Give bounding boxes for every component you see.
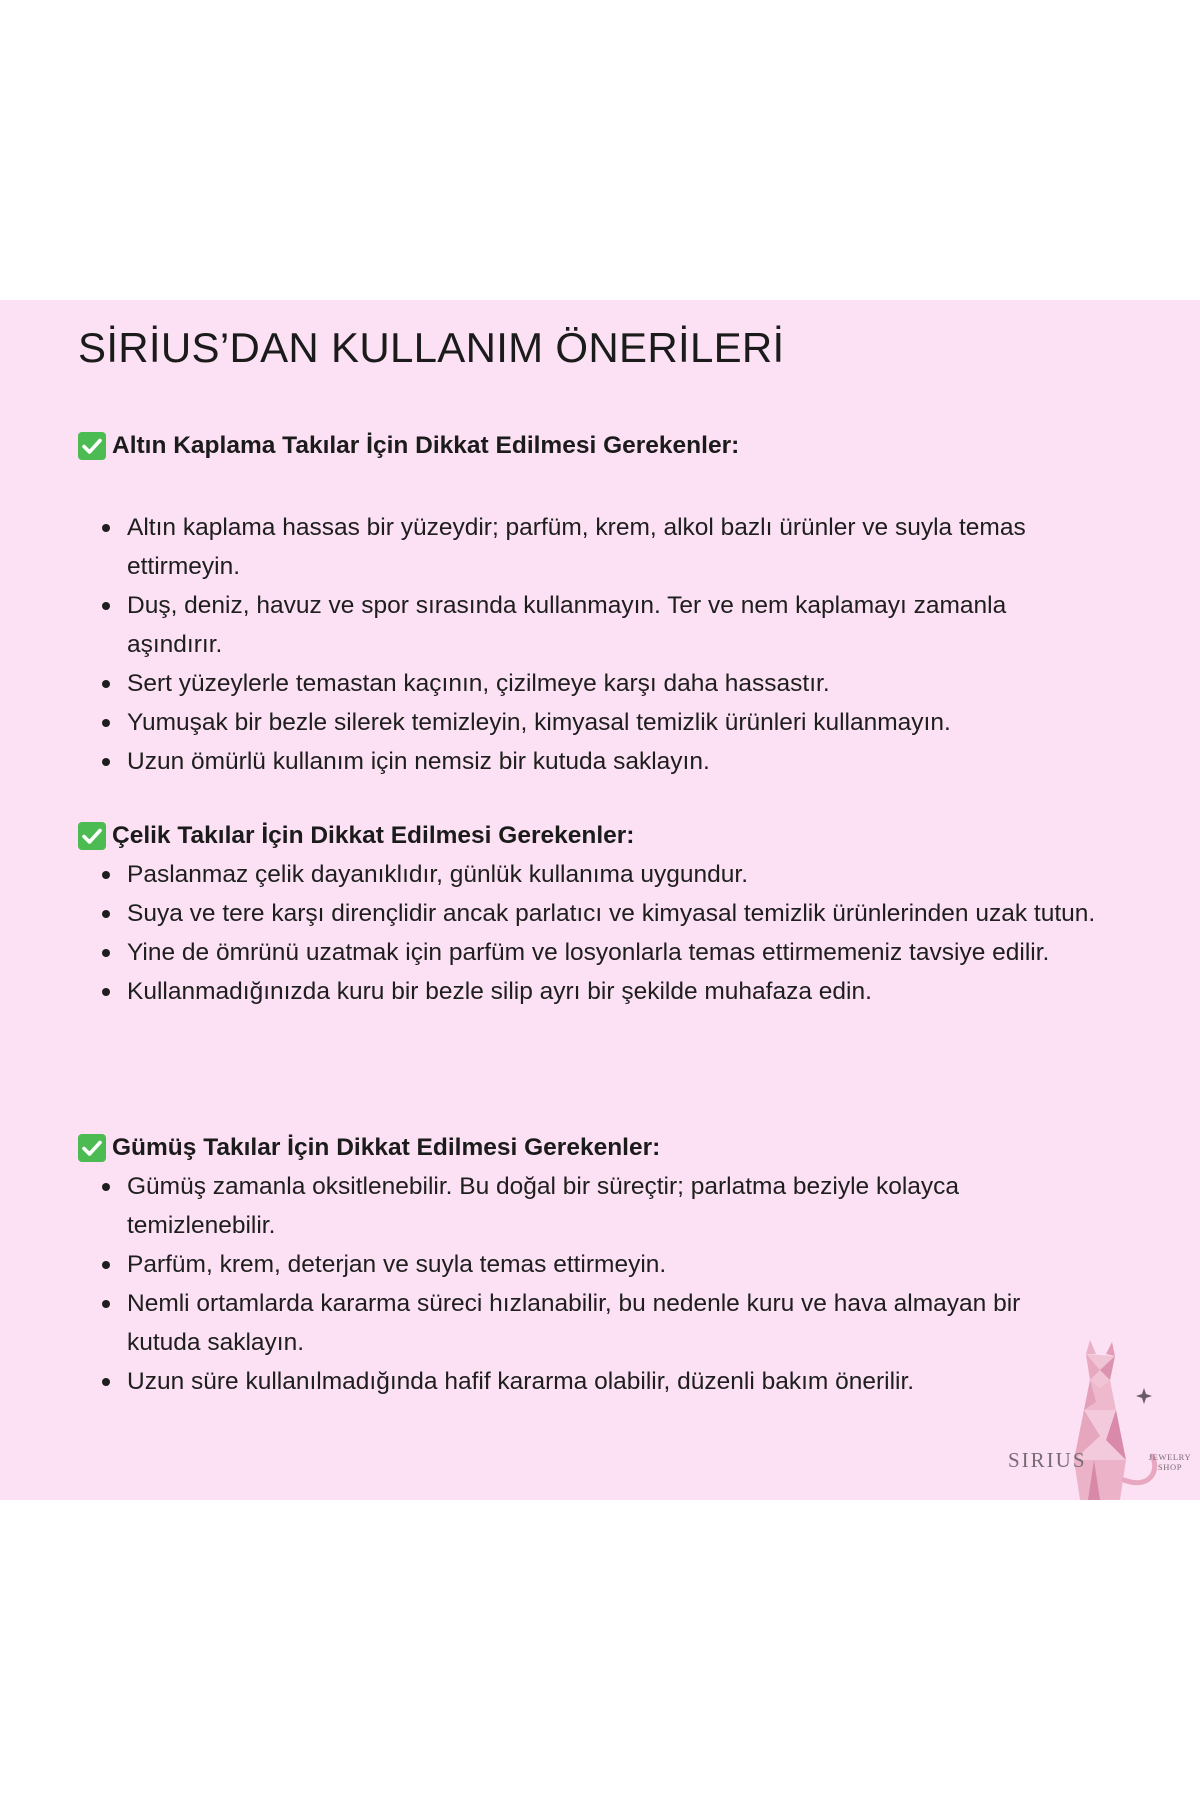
bullet-icon: [102, 758, 110, 766]
bullet-list: [78, 508, 1098, 781]
list-item: Duş, deniz, havuz ve spor sırasında kullanmayın. Ter ve nem kaplamayı zamanla aşındırır.: [78, 586, 1098, 664]
bullet-icon: [102, 871, 110, 879]
list-item: Uzun süre kullanılmadığında hafif kararma olabilir, düzenli bakım önerilir.: [78, 1362, 1098, 1401]
section-heading: [78, 818, 1098, 854]
bullet-icon: [102, 988, 110, 996]
section-gold-plated: [78, 428, 1098, 781]
list-item: Yumuşak bir bezle silerek temizleyin, kimyasal temizlik ürünleri kullanmayın.: [78, 703, 1098, 742]
page-title: SİRİUS’DAN KULLANIM ÖNERİLERİ: [78, 324, 785, 371]
section-heading-text: Çelik Takılar İçin Dikkat Edilmesi Gerekenler:: [112, 822, 635, 849]
list-item: Suya ve tere karşı dirençlidir ancak parlatıcı ve kimyasal temizlik ürünlerinden uzak tutun.: [78, 894, 1098, 933]
bullet-icon: [102, 1261, 110, 1269]
check-mark-icon: [78, 1134, 106, 1162]
bullet-list: [78, 1167, 1098, 1401]
logo-wordmark: SIRIUS: [1008, 1448, 1087, 1472]
list-item: Altın kaplama hassas bir yüzeydir; parfüm, krem, alkol bazlı ürünler ve suyla temas ettirmeyin.: [78, 508, 1098, 586]
list-item: Nemli ortamlarda kararma süreci hızlanabilir, bu nedenle kuru ve hava almayan bir kutuda saklayın.: [78, 1284, 1098, 1362]
section-heading-text: Altın Kaplama Takılar İçin Dikkat Edilmesi Gerekenler:: [112, 432, 740, 459]
tips-panel: [0, 300, 1200, 1500]
section-steel: [78, 818, 1098, 1011]
section-silver: [78, 1130, 1098, 1401]
list-item: Yine de ömrünü uzatmak için parfüm ve losyonlarla temas ettirmemeniz tavsiye edilir.: [78, 933, 1098, 972]
section-heading: [78, 1130, 1098, 1166]
list-item: Parfüm, krem, deterjan ve suyla temas ettirmeyin.: [78, 1245, 1098, 1284]
section-heading-text: Gümüş Takılar İçin Dikkat Edilmesi Gerekenler:: [112, 1134, 661, 1161]
bullet-icon: [102, 1183, 110, 1191]
logo-subtitle: JEWELRY SHOP: [1148, 1452, 1192, 1472]
bullet-icon: [102, 1300, 110, 1308]
section-heading: [78, 428, 1098, 464]
check-mark-icon: [78, 822, 106, 850]
bullet-icon: [102, 719, 110, 727]
bullet-icon: [102, 1378, 110, 1386]
list-item: Uzun ömürlü kullanım için nemsiz bir kutuda saklayın.: [78, 742, 1098, 781]
list-item: Gümüş zamanla oksitlenebilir. Bu doğal bir süreçtir; parlatma beziyle kolayca temizlenebilir.: [78, 1167, 1098, 1245]
list-item: Paslanmaz çelik dayanıklıdır, günlük kullanıma uygundur.: [78, 855, 1098, 894]
bullet-icon: [102, 949, 110, 957]
bullet-icon: [102, 680, 110, 688]
bullet-icon: [102, 602, 110, 610]
check-mark-icon: [78, 432, 106, 460]
bullet-list: [78, 855, 1098, 1011]
list-item: Sert yüzeylerle temastan kaçının, çizilmeye karşı daha hassastır.: [78, 664, 1098, 703]
bullet-icon: [102, 910, 110, 918]
list-item: Kullanmadığınızda kuru bir bezle silip ayrı bir şekilde muhafaza edin.: [78, 972, 1098, 1011]
sirius-logo: [1000, 1340, 1200, 1500]
cat-logo-icon: [1060, 1340, 1170, 1500]
bullet-icon: [102, 524, 110, 532]
